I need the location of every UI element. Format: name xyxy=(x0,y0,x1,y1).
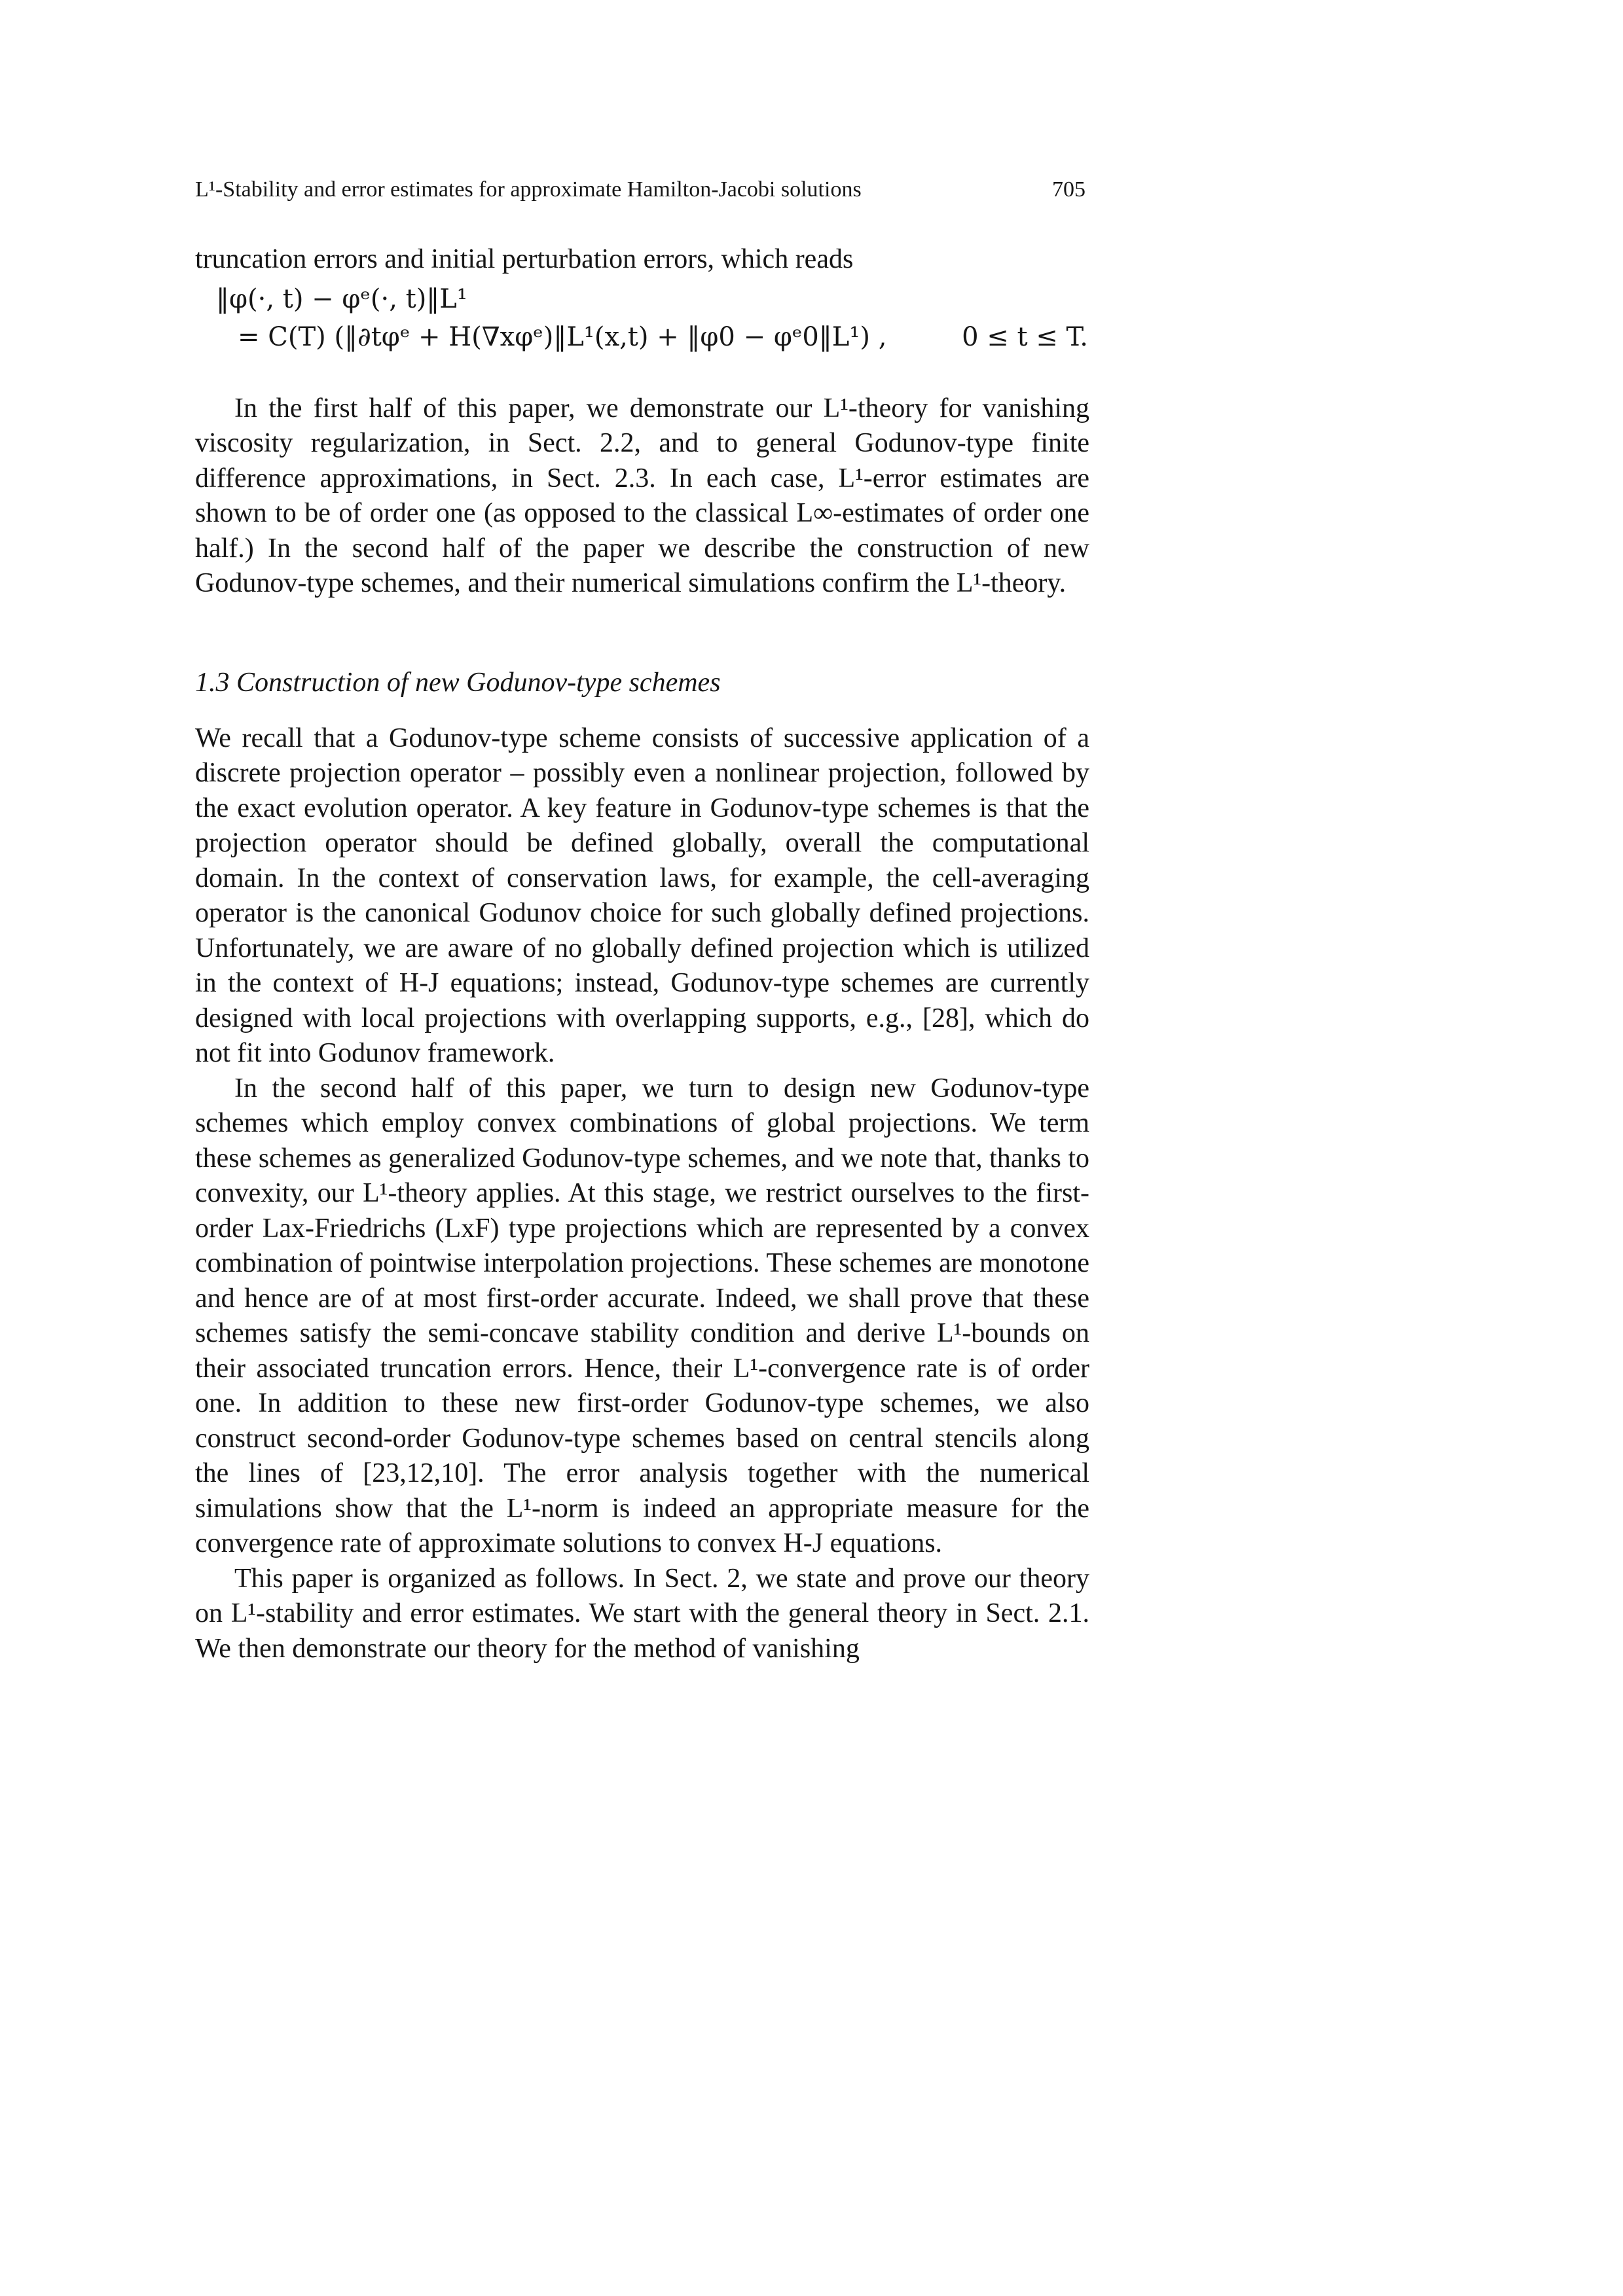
section-heading: 1.3 Construction of new Godunov-type schemes xyxy=(195,667,721,698)
paragraph-3: In the second half of this paper, we turn to design new Godunov-type schemes which employ convex combinations of global projections. We term these schemes as generalized Godunov-type schemes, and we note that, thanks to convexity, our L¹-theory applies. At this stage, we restrict ourselves to the first-order Lax-Friedrichs (LxF) type projections which are represented by a convex combination of pointwise interpolation projections. These schemes are monotone and hence are of at most first-order accurate. Indeed, we shall prove that these schemes satisfy the semi-concave stability condition and derive L¹-bounds on their associated truncation errors. Hence, their L¹-convergence rate is of order one. In addition to these new first-order Godunov-type schemes, we also construct second-order Godunov-type schemes based on central stencils along the lines of [23,12,10]. The error analysis together with the numerical simulations show that the L¹-norm is indeed an appropriate measure for the convergence rate of approximate solutions to convex H-J equations. xyxy=(195,1073,1089,1558)
display-equation xyxy=(195,281,1089,365)
paragraph-2: We recall that a Godunov-type scheme consists of successive application of a discrete projection operator – possibly even a nonlinear projection, followed by the exact evolution operator. A key feature in Godunov-type schemes is that the projection operator should be defined globally, overall the computational domain. In the context of conservation laws, for example, the cell-averaging operator is the canonical Godunov choice for such globally defined projections. Unfortunately, we are aware of no globally defined projection which is utilized in the context of H-J equations; instead, Godunov-type schemes are currently designed with local projections with overlapping supports, e.g., [28], which do not fit into Godunov framework. xyxy=(195,723,1089,1068)
equation-condition: 0 ≤ t ≤ T. xyxy=(962,321,1088,352)
equation-line-1: ‖φ(·, t) − φᵉ(·, t)‖L¹ xyxy=(216,283,467,314)
page-number: 705 xyxy=(1052,177,1085,202)
intro-line: truncation errors and initial perturbation errors, which reads xyxy=(195,244,854,274)
paper-page xyxy=(195,170,1089,1666)
paragraph-1: In the first half of this paper, we demonstrate our L¹-theory for vanishing viscosity regularization, in Sect. 2.2, and to general Godunov-type finite difference approximations, in Sect. 2.3. In each case, L¹-error estimates are shown to be of order one (as opposed to the classical L∞-estimates of order one half.) In the second half of the paper we describe the construction of new Godunov-type schemes, and their numerical simulations confirm the L¹-theory. xyxy=(195,393,1089,598)
paragraph-4: This paper is organized as follows. In Sect. 2, we state and prove our theory on L¹-stability and error estimates. We start with the general theory in Sect. 2.1. We then demonstrate our theory for the method of vanishing xyxy=(195,1563,1089,1664)
running-head xyxy=(195,170,1089,209)
equation-line-2: = C(T) (‖∂tφᵉ + H(∇xφᵉ)‖L¹(x,t) + ‖φ0 − φᵉ0‖L¹) , xyxy=(238,321,887,352)
running-head-title: L¹-Stability and error estimates for approximate Hamilton-Jacobi solutions xyxy=(195,177,862,202)
